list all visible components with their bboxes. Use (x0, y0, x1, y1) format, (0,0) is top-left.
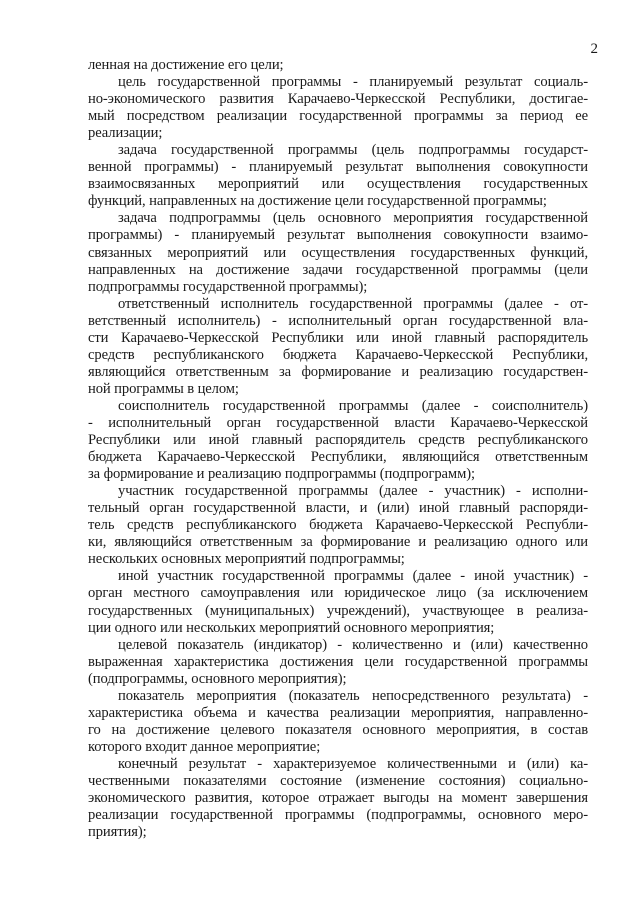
text-line: направленных на достижение задачи государственной программы (цели (88, 261, 588, 278)
text-line: взаимосвязанных мероприятий или осуществления государственных (88, 176, 588, 193)
text-line: бюджета Карачаево-Черкесской Республики, являющийся ответственным (88, 449, 588, 466)
text-line: государственных (муниципальных) учреждений), участвующее в реализа- (88, 602, 588, 619)
text-line: венной программы) - планируемый результат выполнения совокупности (88, 159, 588, 176)
text-line: но-экономического развития Карачаево-Черкесской Республики, достигае- (88, 91, 588, 108)
text-line: за формирование и реализацию подпрограммы (подпрограмм); (88, 466, 475, 483)
text-line: выраженная характеристика достижения цели государственной программы (88, 653, 588, 670)
document-body (88, 57, 588, 841)
text-line: участник государственной программы (далее - участник) - исполни- (118, 483, 588, 500)
text-line: показатель мероприятия (показатель непосредственного результата) - (118, 687, 588, 704)
text-line: приятия); (88, 824, 147, 841)
text-line: тель средств республиканского бюджета Карачаево-Черкесской Республи- (88, 517, 588, 534)
page-number: 2 (590, 41, 598, 57)
text-line: характеристика объема и качества реализации мероприятия, направленно- (88, 704, 588, 721)
text-line: конечный результат - характеризуемое количественными и (или) ка- (118, 755, 588, 772)
text-line: связанных мероприятий или осуществления государственных функций, (88, 244, 588, 261)
text-line: ции одного или нескольких мероприятий основного мероприятия; (88, 619, 495, 636)
text-line: чественными показателями состояние (изменение состояния) социально- (88, 772, 588, 789)
text-line: цель государственной программы - планируемый результат социаль- (118, 74, 588, 91)
text-line: нескольких основных мероприятий подпрограммы; (88, 551, 405, 568)
text-line: задача государственной программы (цель подпрограммы государст- (118, 142, 588, 159)
text-line: сти Карачаево-Черкесской Республики или иной главный распорядитель (88, 329, 588, 346)
text-line: функций, направленных на достижение цели государственной программы; (88, 193, 547, 210)
text-line: реализации; (88, 125, 163, 142)
text-line: программы) - планируемый результат выполнения совокупности взаимо- (88, 227, 588, 244)
text-line: тельный орган государственной власти, и (или) иной главный распоряди- (88, 500, 588, 517)
text-line: являющийся ответственным за формирование и реализацию государствен- (88, 363, 588, 380)
text-line: подпрограммы государственной программы); (88, 278, 368, 295)
text-line: иной участник государственной программы (далее - иной участник) - (118, 568, 588, 585)
text-line: ленная на достижение его цели; (88, 57, 284, 73)
text-line: го на достижение целевого показателя основного мероприятия, в состав (88, 721, 588, 738)
text-line: Республики или иной главный распорядитель средств республиканского (88, 432, 588, 449)
text-line: соисполнитель государственной программы (далее - соисполнитель) (118, 397, 588, 414)
text-line: ветственный исполнитель) - исполнительный орган государственной вла- (88, 312, 588, 329)
text-line: задача подпрограммы (цель основного мероприятия государственной (118, 210, 588, 227)
text-line: мый посредством реализации государственной программы за период ее (88, 108, 588, 125)
text-line: ответственный исполнитель государственной программы (далее - от- (118, 295, 588, 312)
text-line: реализации государственной программы (подпрограммы, основного меро- (88, 807, 588, 824)
text-line: - исполнительный орган государственной власти Карачаево-Черкесской (88, 414, 588, 431)
text-line: ной программы в целом; (88, 380, 239, 397)
text-line: орган местного самоуправления или юридическое лицо (за исключением (88, 585, 588, 602)
text-line: которого входит данное мероприятие; (88, 738, 321, 755)
text-line: средств республиканского бюджета Карачаево-Черкесской Республики, (88, 346, 588, 363)
text-line: ки, являющийся ответственным за формирование и реализацию одного или (88, 534, 588, 551)
text-line: целевой показатель (индикатор) - количественно и (или) качественно (118, 636, 588, 653)
text-line: экономического развития, которое отражает выгоды на момент завершения (88, 790, 588, 807)
text-line: (подпрограммы, основного мероприятия); (88, 670, 347, 687)
